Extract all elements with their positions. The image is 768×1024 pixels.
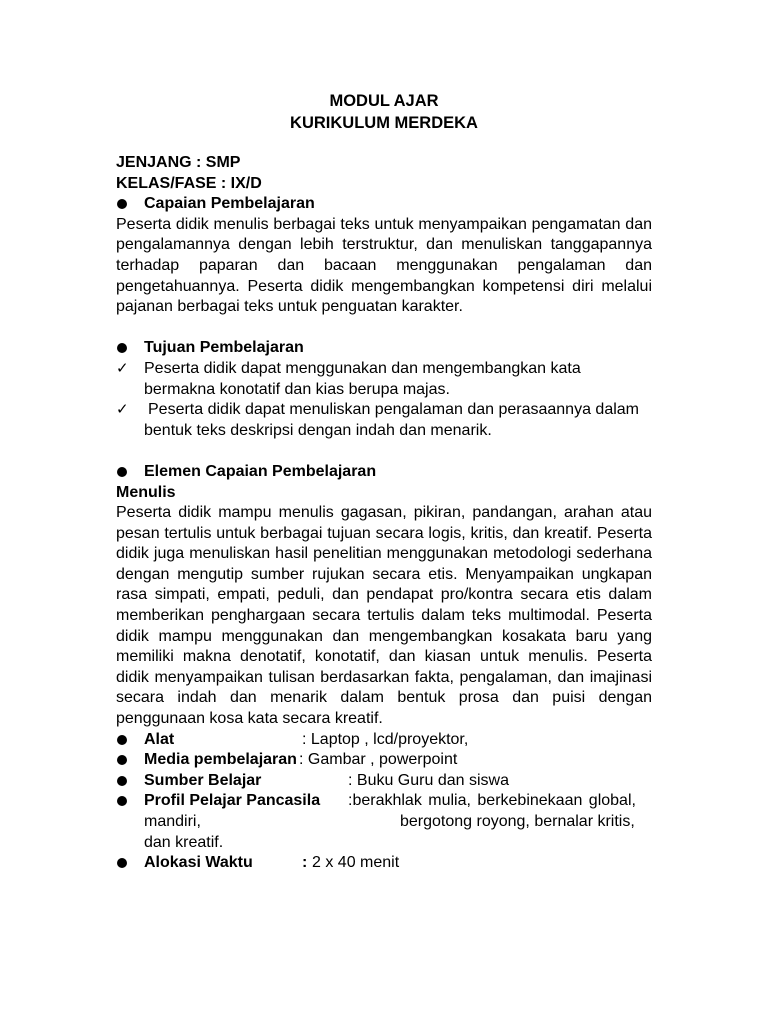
bullet-dot-icon [117, 343, 127, 353]
elemen-heading-row [116, 462, 652, 483]
alokasi-label: Alokasi Waktu [144, 854, 253, 872]
document-page [116, 90, 652, 874]
bullet-dot-icon [117, 467, 127, 477]
kelas-fase-line: KELAS/FASE : IX/D [116, 174, 262, 192]
bullet-dot-icon [117, 776, 127, 786]
alokasi-value: 2 x 40 menit [312, 854, 400, 872]
capaian-heading-row [116, 194, 652, 215]
bullet-dot-icon [117, 858, 127, 868]
tujuan-item-text: Peserta didik dapat menggunakan dan mengembangkan kata bermakna konotatif dan kias berupa majas. [144, 359, 581, 398]
alat-row [116, 730, 652, 751]
bullet-dot-icon [117, 755, 127, 765]
alokasi-row [116, 853, 652, 874]
elemen-heading: Elemen Capaian Pembelajaran [144, 462, 377, 480]
checkmark-icon: ✓ [116, 401, 129, 419]
profil-value-line2: bergotong royong, bernalar kritis, [400, 813, 635, 830]
capaian-heading: Capaian Pembelajaran [144, 195, 315, 213]
document-title-line1: MODUL AJAR [329, 92, 439, 110]
jenjang-line: JENJANG : SMP [116, 154, 241, 171]
sumber-value: : Buku Guru dan siswa [348, 771, 509, 789]
checkmark-icon: ✓ [116, 359, 129, 377]
alat-value: : Laptop , lcd/proyektor, [302, 730, 469, 748]
tujuan-item-text: Peserta didik dapat menuliskan pengalaman dan perasaannya dalam bentuk teks deskripsi dengan indah dan menarik. [144, 401, 639, 439]
media-row [116, 750, 652, 771]
media-value: : Gambar , powerpoint [299, 751, 458, 769]
profil-value-line1: :berakhlak mulia, berkebinekaan global, [348, 792, 636, 810]
tujuan-heading-row [116, 338, 652, 359]
bullet-dot-icon [117, 735, 127, 745]
alat-label: Alat [144, 730, 175, 748]
bullet-dot-icon [117, 796, 127, 806]
profil-value-mandiri: mandiri, [144, 813, 201, 830]
media-label: Media pembelajaran [144, 751, 297, 769]
profil-value-line3: dan kreatif. [144, 833, 224, 851]
sumber-label: Sumber Belajar [144, 771, 262, 789]
bullet-dot-icon [117, 199, 127, 209]
sumber-row [116, 771, 652, 792]
elemen-paragraph: Peserta didik mampu menulis gagasan, pikiran, pandangan, arahan atau pesan tertulis untuk berbagai tujuan secara logis, kritis, dan kreatif. Peserta didik juga menuliskan hasil penelitian menggunakan metodologi sederhana dengan mengutip sumber rujukan secara etis. Menyampaikan ungkapan rasa simpati, empati, peduli, dan pendapat pro/kontra secara etis dalam memberikan penghargaan secara tertulis dalam teks multimodal. Peserta didik mampu menggunakan dan mengembangkan kosakata baru yang memiliki makna denotatif, konotatif, dan kiasan untuk menulis. Peserta didik menyampaikan tulisan berdasarkan fakta, pengalaman, dan imajinasi secara indah dan menarik dalam bentuk prosa dan puisi dengan penggunaan kosa kata secara kreatif. [116, 504, 652, 728]
profil-row [116, 791, 652, 853]
alokasi-colon: : [302, 854, 308, 872]
tujuan-heading: Tujuan Pembelajaran [144, 339, 304, 357]
profil-label: Profil Pelajar Pancasila [144, 792, 321, 810]
document-title-line2: KURIKULUM MERDEKA [290, 114, 478, 132]
tujuan-item-1 [116, 359, 652, 400]
capaian-paragraph: Peserta didik menulis berbagai teks untuk menyampaikan pengamatan dan pengalamannya dengan lebih terstruktur, dan menuliskan tanggapannya terhadap paparan dan bacaan menggunakan pengalaman dan pengetahuannya. Peserta didik mengembangkan kompetensi diri melalui pajanan berbagai teks untuk penguatan karakter. [116, 215, 652, 316]
tujuan-item-2 [116, 400, 652, 441]
menulis-subheading: Menulis [116, 483, 176, 501]
